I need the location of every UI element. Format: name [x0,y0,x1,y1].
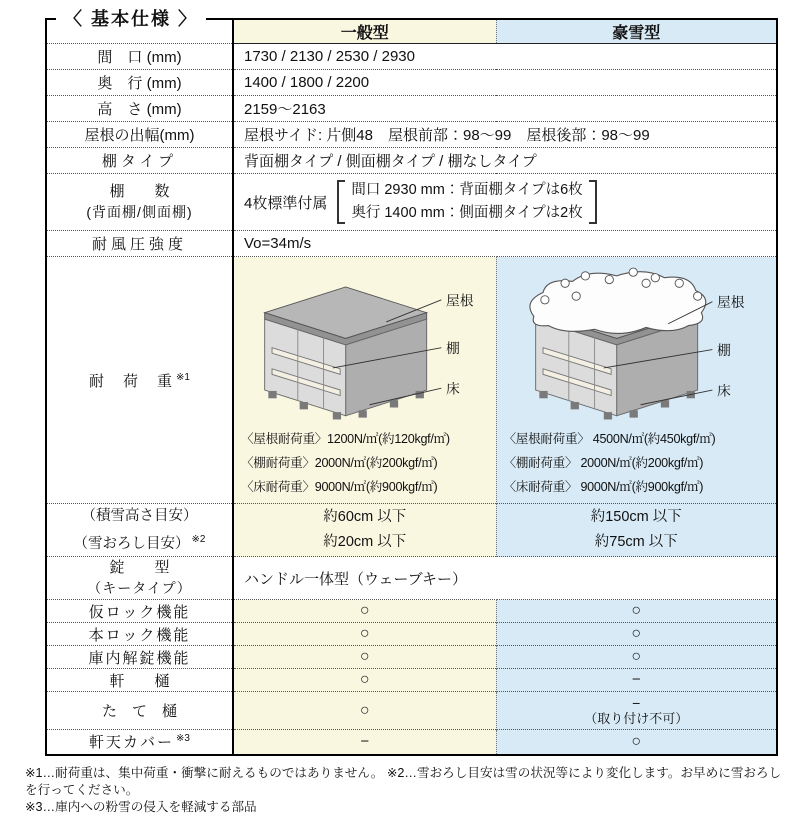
spec-table [47,20,776,754]
diagram-label-floor: 床 [717,383,732,399]
downspout-snow-dash: − [632,695,641,711]
snow-gauge-general [233,504,496,557]
feature-snow-value: ○ [496,730,776,754]
load-shelf-general: 〈棚耐荷重〉2000N/㎡(約200kgf/㎡) [241,456,438,470]
shelf-count-sublabel: (背面棚/側面棚) [86,204,193,220]
spec-row-main-lock [47,623,776,646]
shelf-count-main: 4枚標準付属 [244,194,328,212]
snow-height-general: 約60cm 以下 [323,509,407,525]
spec-panel [45,9,778,756]
shelf-count-bracket [337,177,596,227]
column-header-snow: 豪雪型 [496,20,776,44]
spec-row-frontage [47,44,776,70]
feature-snow-value: ○ [496,600,776,623]
spec-row-height [47,96,776,122]
shelf-count-label: 棚 数 [109,183,170,200]
snow-gauge-label-2: （雪おろし目安） $^{※2}$ [73,534,206,552]
row-label: 奥 行 (mm) [47,70,233,96]
snow-removal-snow: 約75cm 以下 [594,534,678,550]
spec-row-snow-gauge [47,504,776,557]
row-label: 間 口 (mm) [47,44,233,70]
row-label: 本ロック機能 [47,623,233,646]
row-label [47,174,233,231]
load-cell-snow [496,257,776,504]
downspout-snow-note: （取り付け不可） [584,711,689,726]
spec-row-inside-unlock [47,646,776,669]
spec-row-load-capacity [47,257,776,504]
row-label: 軒 樋 [47,669,233,692]
spec-row-downspout [47,692,776,730]
spec-row-lock-type [47,557,776,600]
row-value: 1400 / 1800 / 2200 [233,70,776,96]
feature-general-value: ○ [233,692,496,730]
row-value: 1730 / 2130 / 2530 / 2930 [233,44,776,70]
spec-row-soffit-cover [47,730,776,754]
shed-illustration [530,272,706,420]
spec-row-shelf-type [47,148,776,174]
diagram-label-shelf: 棚 [445,341,460,357]
row-label: 棚タイプ [47,148,233,174]
shelf-count-note-2: 奥行 1400 mm：側面棚タイプは2枚 [351,205,583,221]
row-label [47,504,233,557]
bracket-left [337,180,345,224]
row-label [47,557,233,600]
spec-row-wind-pressure [47,231,776,257]
diagram-label-floor: 床 [445,381,460,397]
load-label: 耐 荷 重 [89,372,175,390]
spec-row-eaves-gutter [47,669,776,692]
footnote-line-2: ※3…庫内への粉雪の侵入を軽減する部品 [25,800,257,814]
row-value: Vo=34m/s [233,231,776,257]
snow-gauge-label-1: （積雪高さ目安） [81,508,198,525]
diagram-label-roof: 屋根 [445,293,474,309]
spec-row-depth [47,70,776,96]
shed-diagram-general [242,263,488,425]
load-floor-snow: 〈床耐荷重〉 9000N/㎡(約900kgf/㎡) [503,480,704,494]
soffit-label: 軒天カバー [89,734,175,752]
load-label-note-mark: ※1 [176,371,190,383]
column-header-general: 一般型 [233,20,496,44]
diagram-label-roof: 屋根 [717,295,745,311]
soffit-note-mark: ※3 [176,733,190,745]
snow-gauge-snow [496,504,776,557]
row-value: ハンドル一体型（ウェーブキー） [233,557,776,600]
spec-row-roof-overhang [47,122,776,148]
snow-gauge-note-mark: ※2 [191,534,206,546]
feature-general-value: ○ [233,600,496,623]
row-label: 庫内解錠機能 [47,646,233,669]
feature-general-value: ○ [233,646,496,669]
row-label: 屋根の出幅(mm) [47,122,233,148]
lock-sublabel: （キータイプ） [87,580,192,596]
panel-title: 〈 基本仕様 〉 [56,7,206,31]
load-shelf-snow: 〈棚耐荷重〉 2000N/㎡(約200kgf/㎡) [503,456,704,470]
feature-general-value: ○ [233,669,496,692]
feature-snow-value: − [496,669,776,692]
load-roof-general: 〈屋根耐荷重〉1200N/㎡(約120kgf/㎡) [241,432,450,446]
load-floor-general: 〈床耐荷重〉9000N/㎡(約900kgf/㎡) [241,480,438,494]
feature-snow-value: ○ [496,623,776,646]
spec-row-temp-lock [47,600,776,623]
row-value [233,174,776,231]
bracket-right [589,180,597,224]
footnotes [25,765,785,816]
spec-row-shelf-count [47,174,776,231]
feature-general-value: ○ [233,623,496,646]
row-label [47,730,233,754]
row-label [47,257,233,504]
row-value: 背面棚タイプ / 側面棚タイプ / 棚なしタイプ [233,148,776,174]
load-cell-general [233,257,496,504]
row-label: 耐風圧強度 [47,231,233,257]
footnote-line-1: ※1…耐荷重は、集中荷重・衝撃に耐えるものではありません。 ※2…雪おろし目安は雪の状況等により変化します。お早めに雪おろしを行ってください。 [25,766,782,797]
load-roof-snow: 〈屋根耐荷重〉 4500N/㎡(約450kgf/㎡) [503,432,716,446]
shelf-count-note-1: 間口 2930 mm：背面棚タイプは6枚 [351,182,583,198]
shed-diagram-snow [513,263,759,425]
row-label: た て 樋 [47,692,233,730]
feature-snow-value [496,692,776,730]
lock-label: 錠 型 [109,559,170,576]
shed-illustration [264,287,426,420]
feature-snow-value: ○ [496,646,776,669]
row-label: 仮ロック機能 [47,600,233,623]
feature-general-value: − [233,730,496,754]
row-value: 2159〜2163 [233,96,776,122]
row-label: 高 さ (mm) [47,96,233,122]
diagram-label-shelf: 棚 [717,343,732,359]
snow-removal-general: 約20cm 以下 [323,534,407,550]
snow-height-snow: 約150cm 以下 [590,509,682,525]
row-value: 屋根サイド: 片側48 屋根前部：98〜99 屋根後部：98〜99 [233,122,776,148]
